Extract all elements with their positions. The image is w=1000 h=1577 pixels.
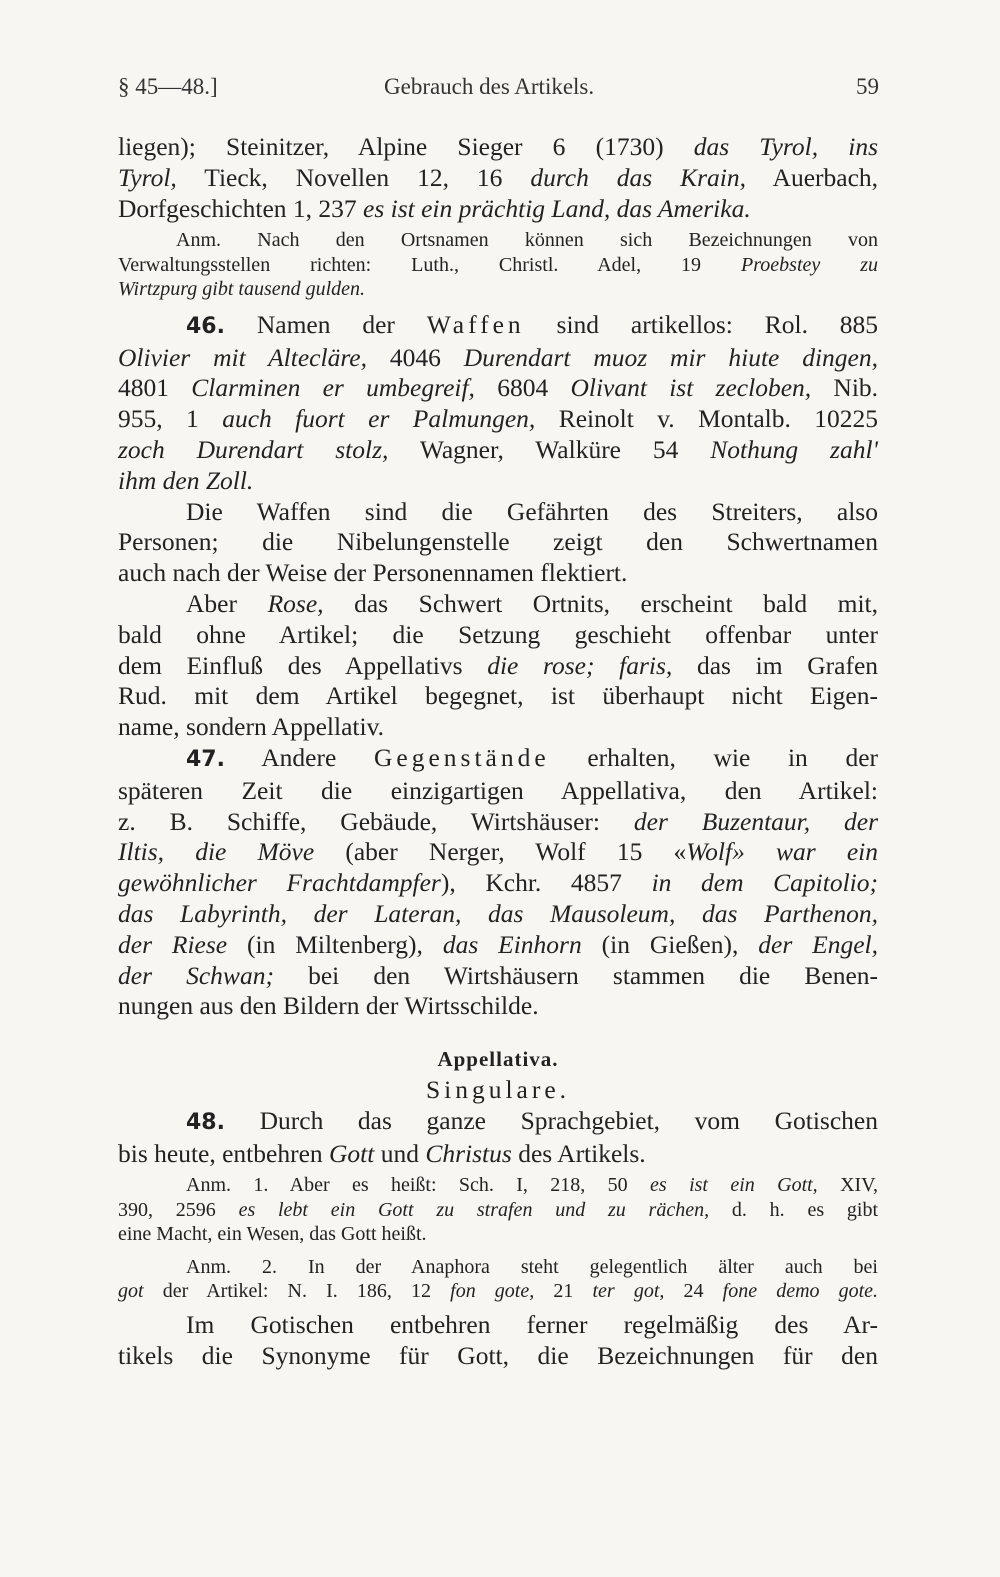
paragraph-46: 46. Namen der Waffen sind artikellos: Rol. 885 Olivier mit Altecläre, 4046 Durendart muoz mir hiute dingen, 4801 Clarminen er umbegreif, 6804 Olivant ist zecloben, Nib. 955, 1 auch fuort er Palmungen, Reinolt v. Montalb. 10225 zoch Durendart stolz, Wagner, Walküre 54 Nothung zahl' ihm den Zoll. [118, 309, 879, 495]
section-number-47: 47. [186, 747, 225, 773]
paragraph-waffen: Die Waffen sind die Gefährten des Streiters, also Personen; die Nibelungenstelle zeigt den Schwertnamen auch nach der Weise der Personennamen flektiert. [118, 496, 878, 588]
note-anm-1: Anm. 1. Aber es heißt: Sch. I, 218, 50 es ist ein Gott, XIV, 390, 2596 es lebt ein Gott zu strafen und zu rächen, d. h. es gibt eine Macht, ein Wesen, das Gott heißt. [118, 1174, 879, 1246]
running-head-title: Gebrauch des Artikels. [384, 74, 595, 99]
page-body [118, 132, 878, 1372]
paragraph-gotisch: Im Gotischen entbehren ferner regelmäßig des Ar- tikels die Synonyme für Gott, die Bezeichnungen für den [118, 1309, 878, 1370]
page-number: 59 [856, 74, 879, 99]
running-head-section: § 45—48.] [118, 74, 218, 99]
paragraph-rose: Aber Rose, das Schwert Ortnits, erscheint bald mit, bald ohne Artikel; die Setzung geschieht offenbar unter dem Einfluß des Appellativs die rose; faris, das im Grafen Rud. mit dem Artikel begegnet, ist überhaupt nicht Eigen- name, sondern Appellativ. [118, 589, 879, 742]
section-number-48: 48. [186, 1109, 225, 1135]
paragraph-47: 47. Andere Gegenstände erhalten, wie in der späteren Zeit die einzigartigen Appellativa, den Artikel: z. B. Schiffe, Gebäude, Wirtshäuser: der Buzentaur, der Iltis, die Möve (aber Nerger, Wolf 15 «Wolf» war ein gewöhnlicher Frachtdampfer), Kchr. 4857 in dem Capitolio; das Labyrinth, der Lateran, das Mausoleum, das Parthenon, der Riese (in Miltenberg), das Einhorn (in Gießen), der Engel, der Schwan; bei den Wirtshäusern stammen die Benen- nungen aus den Bildern der Wirtsschilde. [118, 743, 879, 1021]
section-number-46: 46. [186, 313, 225, 339]
note-anm-45: Anm. Nach den Ortsnamen können sich Bezeichnungen von Verwaltungsstellen richten: Luth., Christl. Adel, 19 Proebstey zu Wirtzpurg gibt tausend gulden. [118, 229, 879, 301]
heading-appellativa: Appellativa. [437, 1047, 559, 1072]
paragraph-48: 48. Durch das ganze Sprachgebiet, vom Gotischen bis heute, entbehren Gott und Christus des Artikels. [118, 1105, 878, 1168]
note-anm-2: Anm. 2. In der Anaphora steht gelegentlich älter auch bei got der Artikel: N. I. 186, 12 fon gote, 21 ter got, 24 fone demo gote. [118, 1255, 879, 1303]
heading-singulare: Singulare. [425, 1075, 571, 1105]
paragraph-continuation: liegen); Steinitzer, Alpine Sieger 6 (1730) das Tyrol, ins Tyrol, Tieck, Novellen 12, 16 durch das Krain, Auerbach, Dorfgeschichten 1, 237 es ist ein prächtig Land, das Amerika. [118, 132, 879, 223]
